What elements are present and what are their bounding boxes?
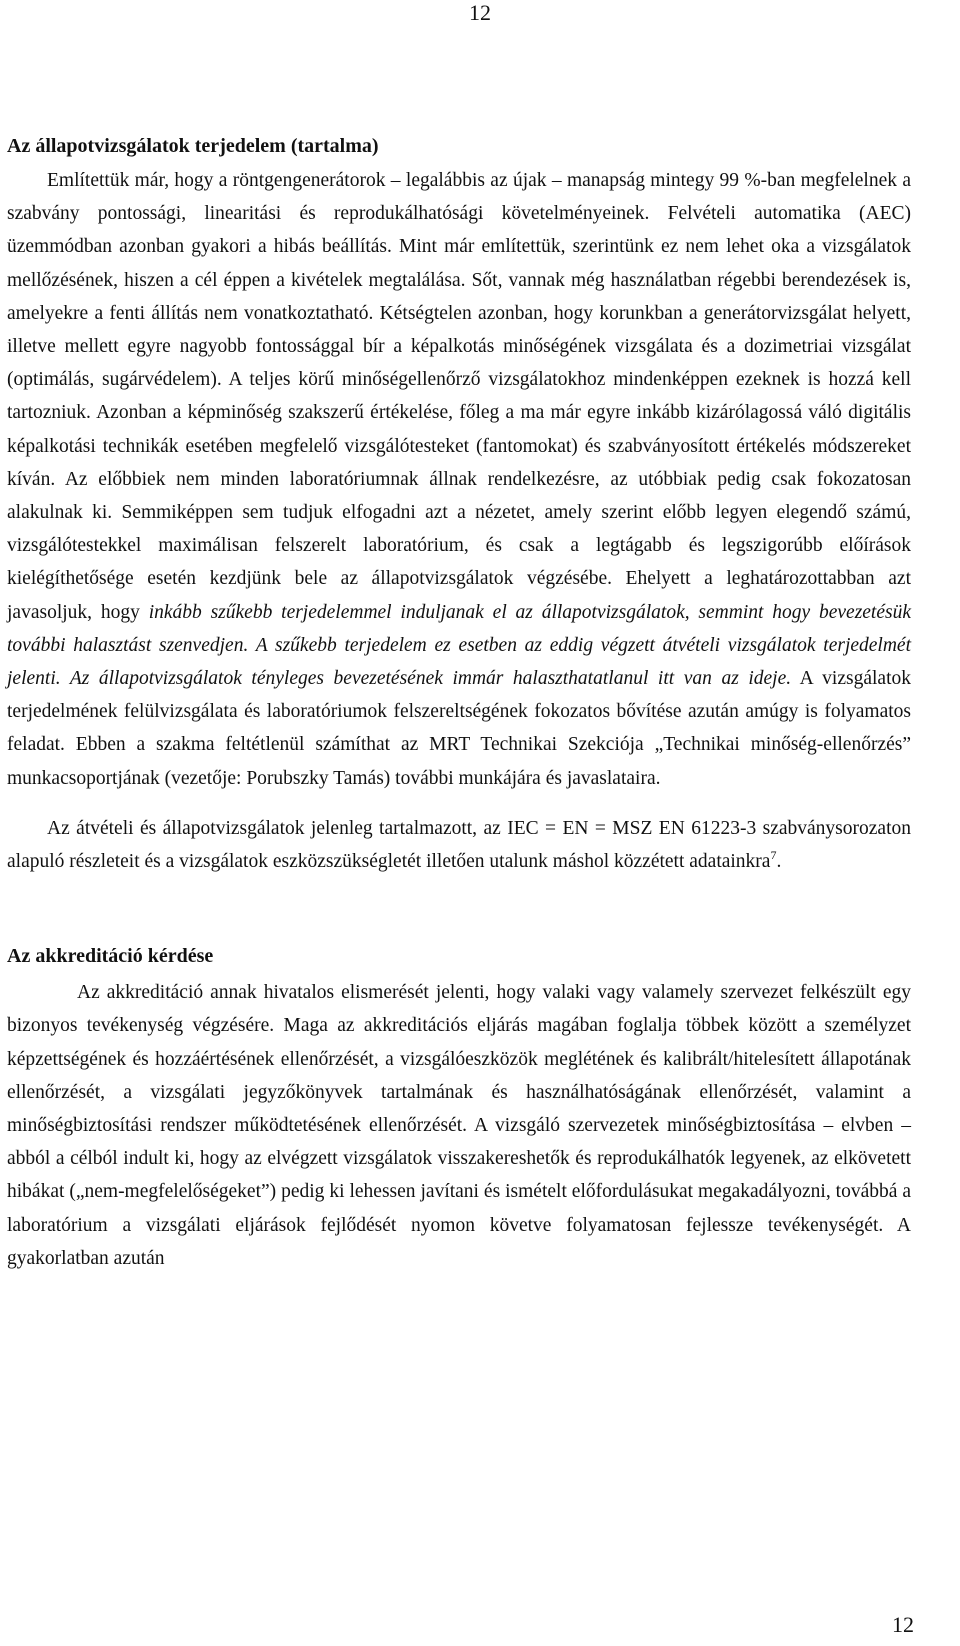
paragraph-scope-text-a: Említettük már, hogy a röntgengenerátorok – legalábbis az újak – manapság mintegy 99 %-ban megfelelnek a szabvány pontossági, linearitási és reprodukálhatósági követelményeinek. Felvételi automatika (AEC) üzemmódban azonban gyakori a hibás beállítás. Mint már említettük, szerintünk ez nem lehet oka a vizsgálatok mellőzésének, hiszen a cél éppen a kivételek megtalálása. Sőt, vannak még használatban régebbi berendezések is, amelyekre a fenti állítás nem vonatkoztatható. Kétségtelen azonban, hogy korunkban a generátorvizsgálat helyett, illetve mellett egyre nagyobb fontossággal bír a képalkotás minőségének vizsgálata és a dozimetriai vizsgálat (optimálás, sugárvédelem). A teljes körű minőségellenőrző vizsgálatokhoz mindenképpen ezeknek is hozzá kell tartozniuk. Azonban a képminőség szakszerű értékelése, főleg a ma már egyre inkább kizárólagossá váló digitális képalkotási technikák esetében megfelelő vizsgálótesteket (fantomokat) és szabványosított értékelés módszereket kíván. Az előbbiek nem minden laboratóriumnak állnak rendelkezésre, az utóbbiak pedig csak fokozatosan alakulnak ki. Semmiképpen sem tudjuk elfogadni azt a nézetet, amely szerint előbb legyen elegendő számú, vizsgálótestekkel maximálisan felszerelt laboratórium, és csak a legtágabb és legszigorúbb előírások kielégíthetősége esetén kezdjünk bele az állapotvizsgálatok végzésébe. Ehelyett a leghatározottabban azt javasoljuk, hogy <box>7 170 911 623</box>
footnote-marker: 7 <box>770 848 777 863</box>
page-number-bottom: 12 <box>892 1612 914 1637</box>
paragraph-standards <box>7 812 911 878</box>
page-number-top: 12 <box>469 0 491 25</box>
paragraph-scope-main <box>7 164 911 795</box>
paragraph-scope-text-b: A vizsgálatok terjedelmének felülvizsgálata és laboratóriumok felszereltségének fokozatos bővítése azután amúgy is folyamatos feladat. Ebben a szakma feltétlenül számíthat az MRT Technikai Szekciója „Technikai minőség-ellenőrzés” munkacsoportjának (vezetője: Porubszky Tamás) további munkájára és javaslataira. <box>7 668 911 789</box>
paragraph-accreditation: Az akkreditáció annak hivatalos elismerését jelenti, hogy valaki vagy valamely szervezet felkészült egy bizonyos tevékenység végzésére. Maga az akkreditációs eljárás magában foglalja többek között a személyzet képzettségének és hozzáértésének ellenőrzését, a vizsgálóeszközök meglétének és kalibrált/hitelesített állapotának ellenőrzését, a vizsgálati jegyzőkönyvek tartalmának és használhatóságának ellenőrzését, valamint a minőségbiztosítási rendszer működtetésének ellenőrzését. A vizsgáló szervezetek minőségbiztosítása – elvben – abból a célból indult ki, hogy az elvégzett vizsgálatok visszakereshetők és reprodukálhatók legyenek, az elkövetett hibákat („nem-megfelelőségeket”) pedig ki lehessen javítani és ismételt előfordulásukat megakadályozni, továbbá a laboratórium a vizsgálati eljárások fejlődését nyomon követve folyamatosan fejlessze tevékenységét. A gyakorlatban azután <box>7 982 911 1269</box>
document-body <box>7 130 911 1275</box>
paragraph-standards-text: Az átvételi és állapotvizsgálatok jelenleg tartalmazott, az IEC = EN = MSZ EN 61223-3 szabványsorozaton alapuló részleteit és a vizsgálatok eszközszükségletét illetően utalunk máshol közzétett adatainkra <box>7 817 911 873</box>
section-heading-accreditation: Az akkreditáció kérdése <box>7 945 214 968</box>
section-heading-scope: Az állapotvizsgálatok terjedelem (tartalma) <box>7 135 379 157</box>
paragraph-scope-italic: inkább szűkebb terjedelemmel induljanak el az állapotvizsgálatok, semmint hogy bevezetésük további halasztást szenvedjen. A szűkebb terjedelem ez esetben az eddig végzett átvételi vizsgálatok terjedelmét jelenti. Az állapotvizsgálatok tényleges bevezetésének immár halaszthatatlanul itt van az ideje. <box>7 601 911 690</box>
paragraph-standards-end: . <box>776 851 782 873</box>
